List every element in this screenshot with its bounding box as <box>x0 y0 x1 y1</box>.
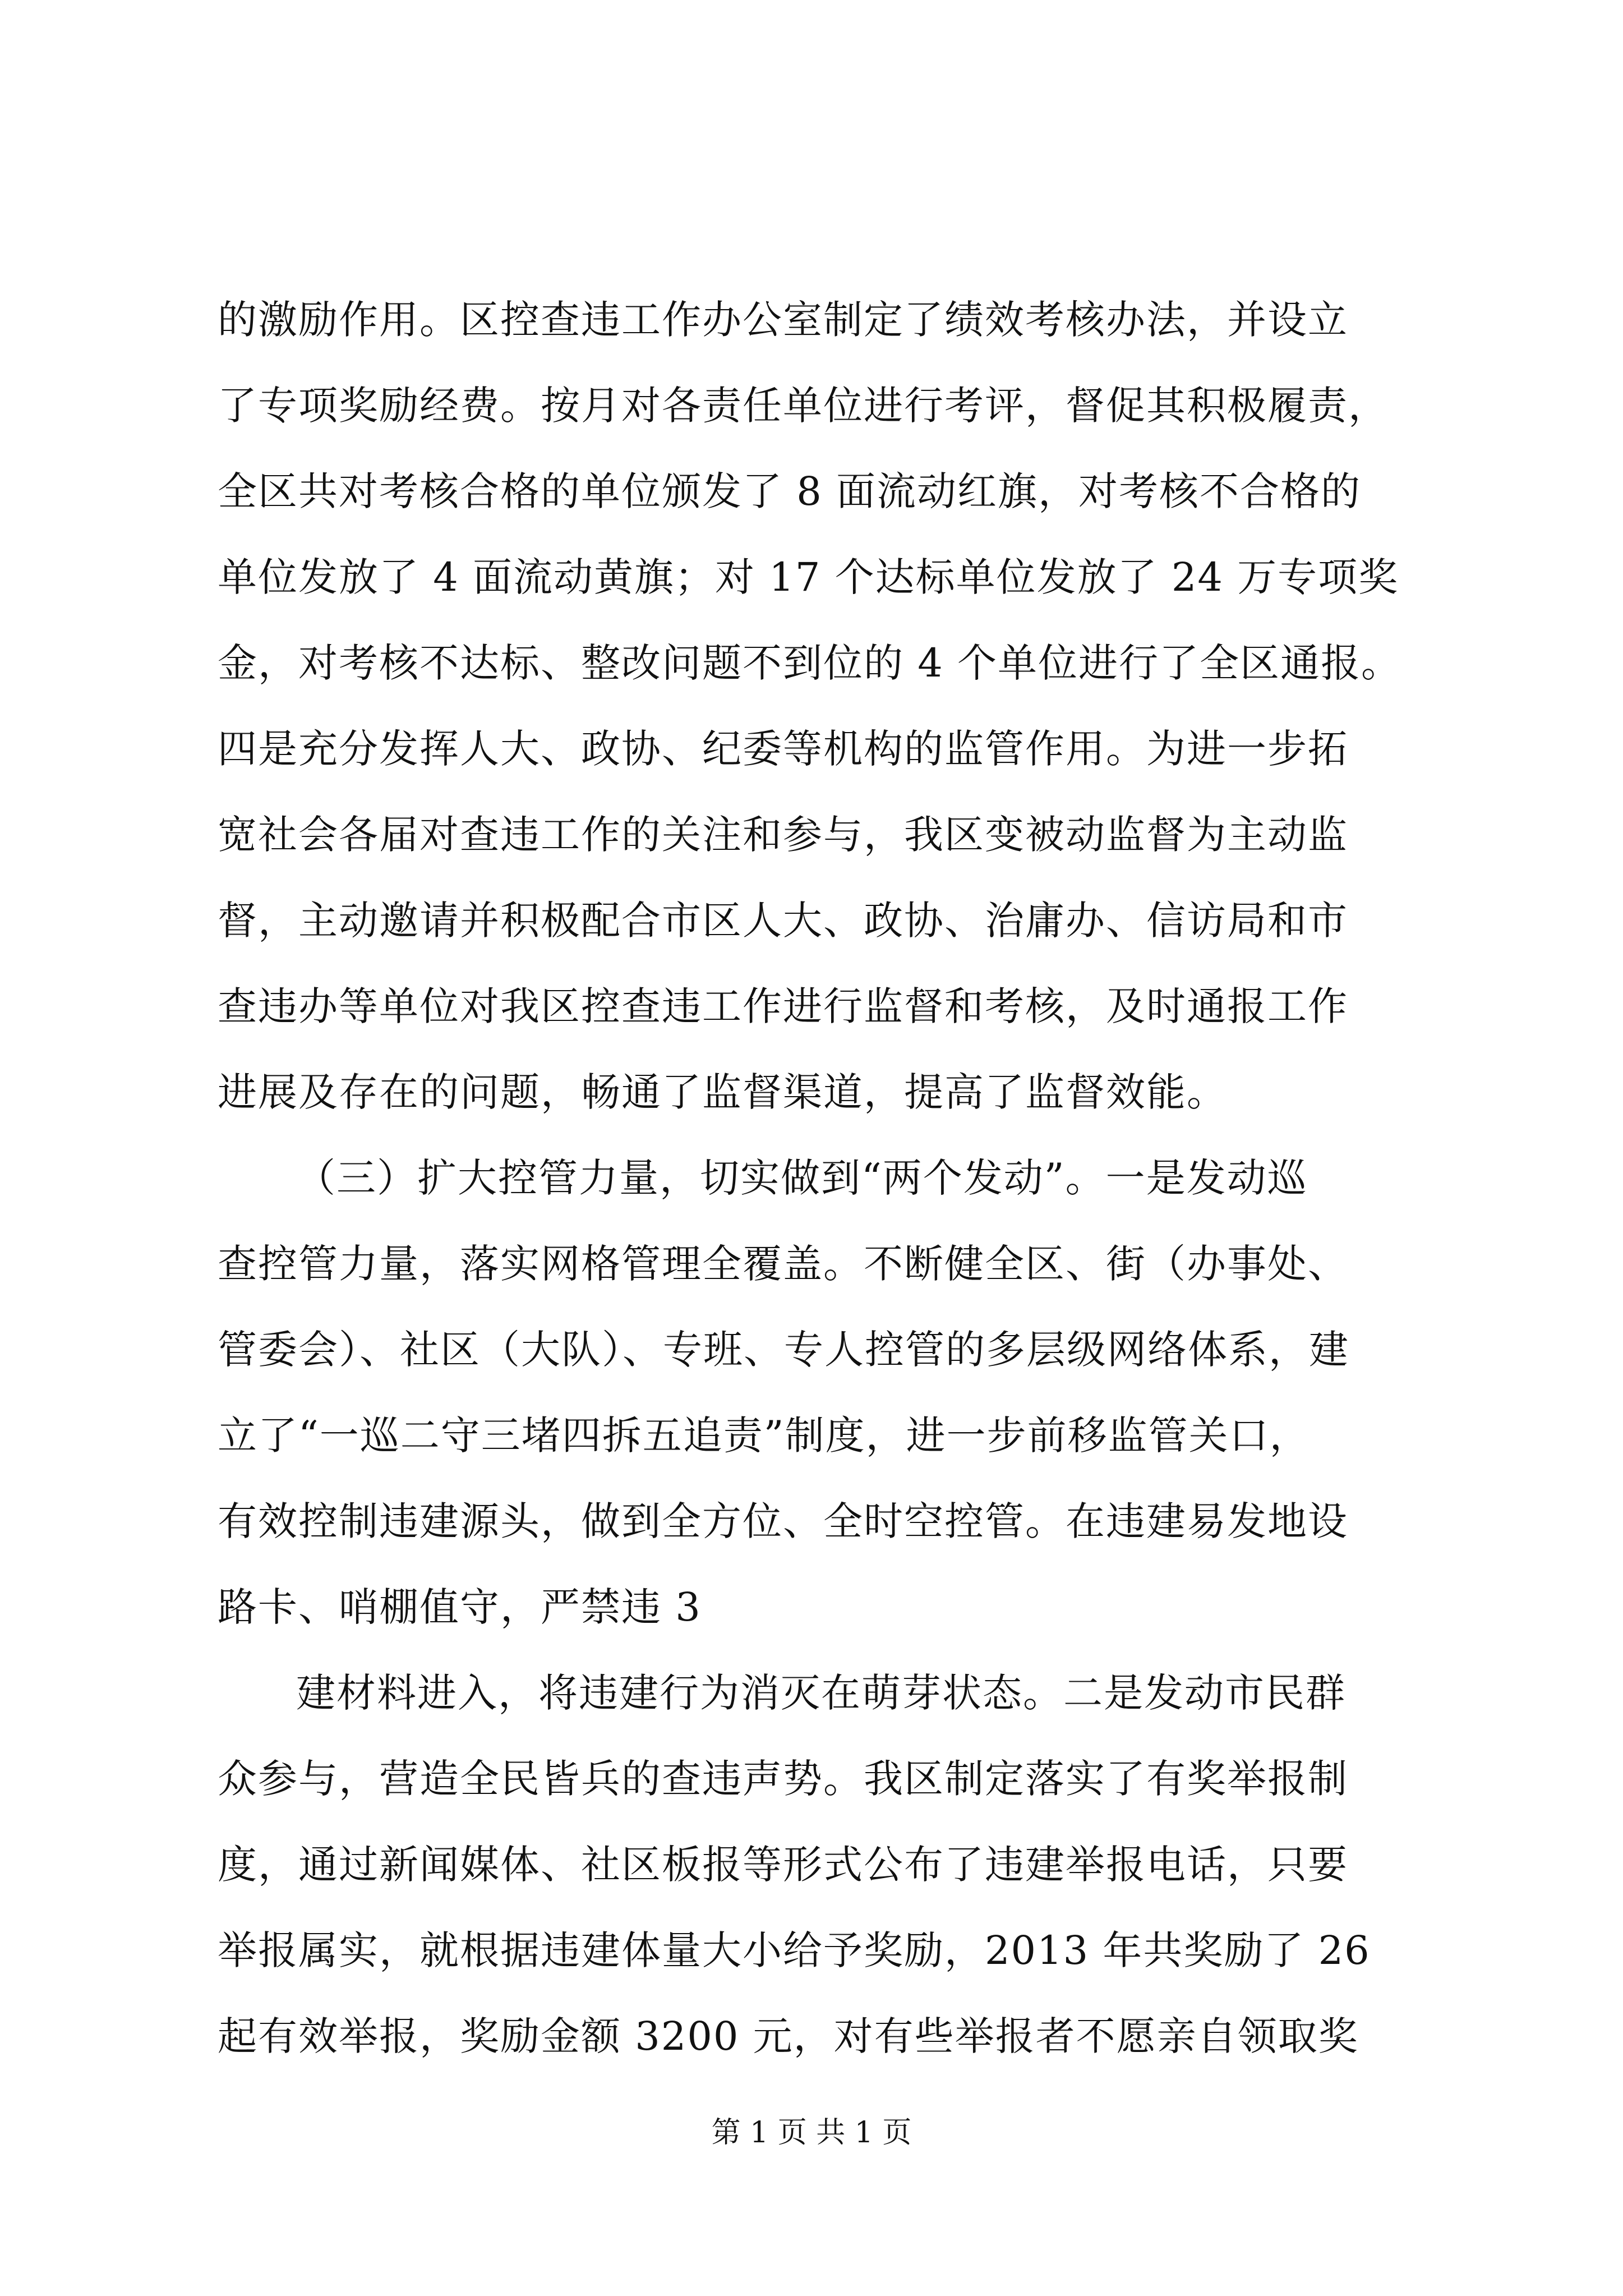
text-line: 查控管力量，落实网格管理全覆盖。不断健全区、街（办事处、 <box>218 1241 1348 1287</box>
text-line: 举报属实，就根据违建体量大小给予奖励，2013 年共奖励了 26 <box>218 1927 1371 1973</box>
text-line: 众参与，营造全民皆兵的查违声势。我区制定落实了有奖举报制 <box>218 1756 1348 1802</box>
text-line: 了专项奖励经费。按月对各责任单位进行考评，督促其积极履责， <box>218 383 1389 429</box>
text-line: 四是充分发挥人大、政协、纪委等机构的监管作用。为进一步拓 <box>218 726 1348 772</box>
text-line: 单位发放了 4 面流动黄旗；对 17 个达标单位发放了 24 万专项奖 <box>218 554 1399 600</box>
text-line: 建材料进入，将违建行为消灭在萌芽状态。二是发动市民群 <box>296 1670 1346 1716</box>
text-line: 管委会）、社区（大队）、专班、专人控管的多层级网络体系，建 <box>218 1327 1349 1373</box>
text-line: 金，对考核不达标、整改问题不到位的 4 个单位进行了全区通报。 <box>218 640 1402 686</box>
text-line: 进展及存在的问题，畅通了监督渠道，提高了监督效能。 <box>218 1069 1227 1115</box>
text-line: 立了“一巡二守三堵四拆五追责”制度，进一步前移监管关口， <box>218 1412 1310 1458</box>
text-line: （三）扩大控管力量，切实做到“两个发动”。一是发动巡 <box>296 1155 1308 1201</box>
text-line: 的激励作用。区控查违工作办公室制定了绩效考核办法，并设立 <box>218 297 1348 343</box>
text-line: 路卡、哨棚值守，严禁违 3 <box>218 1584 702 1630</box>
text-line: 宽社会各届对查违工作的关注和参与，我区变被动监督为主动监 <box>218 812 1348 858</box>
text-line: 度，通过新闻媒体、社区板报等形式公布了违建举报电话，只要 <box>218 1842 1348 1888</box>
text-line: 全区共对考核合格的单位颁发了 8 面流动红旗，对考核不合格的 <box>218 468 1362 514</box>
text-line: 有效控制违建源头，做到全方位、全时空控管。在违建易发地设 <box>218 1498 1348 1544</box>
text-line: 督，主动邀请并积极配合市区人大、政协、治庸办、信访局和市 <box>218 898 1348 944</box>
text-line: 查违办等单位对我区控查违工作进行监督和考核，及时通报工作 <box>218 983 1348 1029</box>
text-line: 起有效举报，奖励金额 3200 元，对有些举报者不愿亲自领取奖 <box>218 2013 1359 2059</box>
page-footer: 第 1 页 共 1 页 <box>711 2116 912 2150</box>
